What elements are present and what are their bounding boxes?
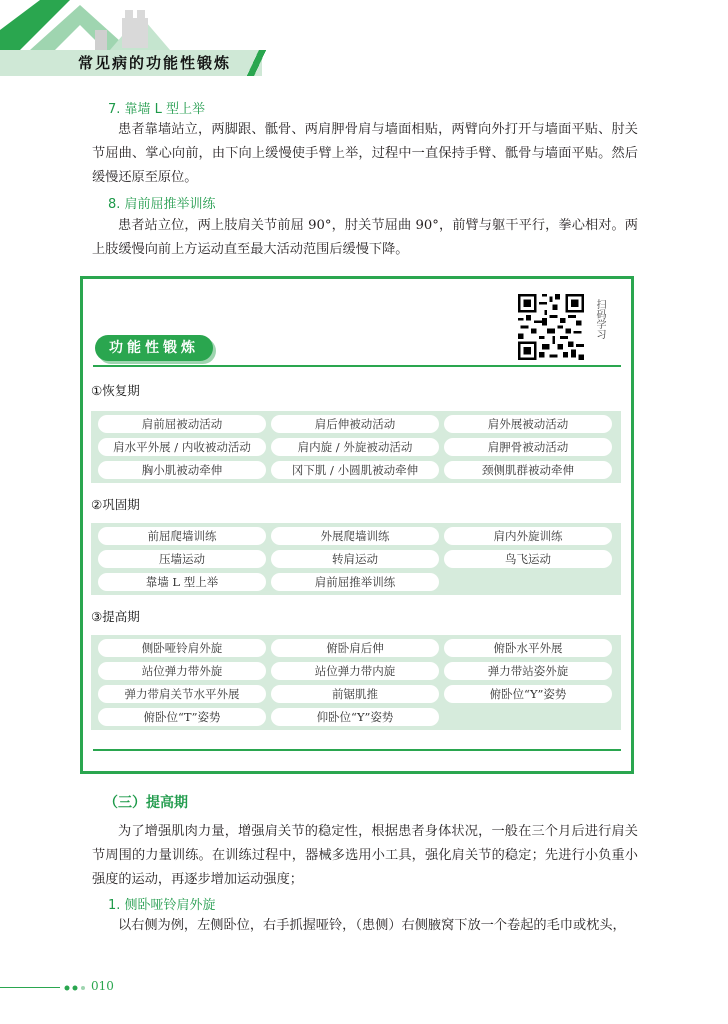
exercise-item: 鸟飞运动 [444,550,612,568]
exercise-item: 肩内旋 / 外旋被动活动 [271,438,439,456]
exercise-item: 肩内外旋训练 [444,527,612,545]
exercise-item: 胸小肌被动牵伸 [98,461,266,479]
exercise-item: 肩水平外展 / 内收被动活动 [98,438,266,456]
exercise-item: 前锯肌推 [271,685,439,703]
phase-title-recovery: ①恢复期 [91,383,140,398]
paragraph-8: 患者站立位，两上肢肩关节前屈 90°，肘关节屈曲 90°，前臂与躯干平行，拳心相对。两上肢缓慢向前上方运动直至最大活动范围后缓慢下降。 [92,218,638,257]
exercise-item: 俯卧肩后伸 [271,639,439,657]
page-number: 010 [91,979,114,993]
exercise-item: 弹力带肩关节水平外展 [98,685,266,703]
exercise-item: 肩前屈推举训练 [271,573,439,591]
exercise-item: 前屈爬墙训练 [98,527,266,545]
paragraph-improvement: 为了增强肌肉力量，增强肩关节的稳定性，根据患者身体状况，一般在三个月后进行肩关节周围的力量训练。在训练过程中，器械多选用小工具，强化肩关节的稳定；先进行小负重小强度的运动，再逐步增加运动强度； [92,824,638,887]
exercise-item: 压墙运动 [98,550,266,568]
footer-dots-icon [63,983,89,993]
exercise-item: 肩胛骨被动活动 [444,438,612,456]
exercise-item: 肩前屈被动活动 [98,415,266,433]
exercise-item: 仰卧位“Y”姿势 [271,708,439,726]
phase-title-improvement: ③提高期 [91,609,140,624]
exercise-panel [80,276,634,774]
exercise-item: 肩后伸被动活动 [271,415,439,433]
panel-divider-bottom [93,749,621,751]
exercise-item: 冈下肌 / 小圆肌被动牵伸 [271,461,439,479]
footer-line [0,987,60,988]
exercise-item: 靠墙 L 型上举 [98,573,266,591]
paragraph-side-lying-rotation: 以右侧为例，左侧卧位，右手抓握哑铃，（患侧）右侧腋窝下放一个卷起的毛巾或枕头， [118,918,626,933]
phase-grid-recovery [91,411,621,483]
heading-7: 7. 靠墙 L 型上举 [108,102,206,117]
qr-scan-label: 扫码学习 [594,299,605,339]
exercise-item: 站位弹力带内旋 [271,662,439,680]
panel-divider-top [93,365,621,367]
section-title-improvement: （三）提高期 [104,795,188,811]
exercise-item: 站位弹力带外旋 [98,662,266,680]
exercise-item: 颈侧肌群被动牵伸 [444,461,612,479]
exercise-item: 弹力带站姿外旋 [444,662,612,680]
exercise-item: 外展爬墙训练 [271,527,439,545]
exercise-item: 转肩运动 [271,550,439,568]
phase-grid-improvement [91,635,621,730]
heading-side-lying-rotation: 1. 侧卧哑铃肩外旋 [108,898,216,913]
qr-code-icon[interactable] [518,294,584,360]
paragraph-7: 患者靠墙站立，两脚跟、骶骨、两肩胛骨肩与墙面相贴，两臂向外打开与墙面平贴、肘关节屈曲、掌心向前，由下向上缓慢使手臂上举，过程中一直保持手臂、骶骨与墙面平贴。然后缓慢还原至原位。 [92,122,638,185]
phase-grid-consolidation [91,523,621,595]
running-header-title: 常见病的功能性锻炼 [78,54,232,72]
heading-8: 8. 肩前屈推举训练 [108,197,216,212]
exercise-item: 俯卧水平外展 [444,639,612,657]
header-bar-accent [240,50,270,76]
phase-title-consolidation: ②巩固期 [91,497,140,512]
exercise-item: 俯卧位“T”姿势 [98,708,266,726]
exercise-item: 俯卧位“Y”姿势 [444,685,612,703]
exercise-item: 肩外展被动活动 [444,415,612,433]
panel-badge: 功能性锻炼 [95,335,213,361]
exercise-item: 侧卧哑铃肩外旋 [98,639,266,657]
